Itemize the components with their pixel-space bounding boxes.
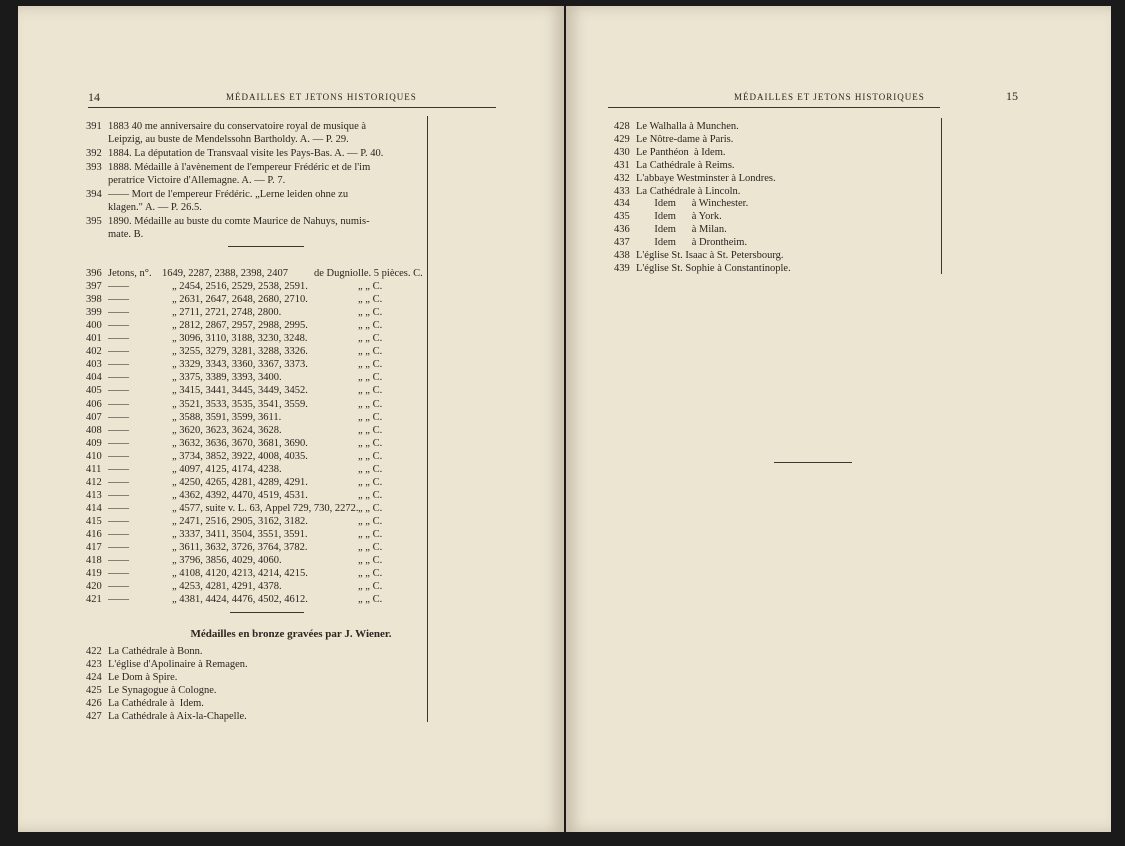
jeton-values: „ 3255, 3279, 3281, 3288, 3326.: [172, 346, 308, 358]
table-row: [18, 281, 564, 294]
jeton-suffix: „ „ C.: [358, 529, 383, 540]
jeton-values: „ 4577, suite v. L. 63, Appel 729, 730, 2272.: [172, 502, 359, 514]
table-row: [18, 542, 564, 555]
right-page: [566, 6, 1111, 832]
list-item-number: 435: [614, 211, 630, 223]
table-row: [18, 503, 564, 516]
entry-text: mate. B.: [108, 229, 144, 240]
jeton-suffix: „ „ C.: [358, 502, 383, 514]
list-item-number: 431: [614, 159, 630, 171]
list-item: Le Nôtre-dame à Paris.: [636, 133, 734, 145]
jeton-prefix: ——: [108, 476, 129, 488]
table-row: [18, 438, 564, 451]
list-item-number: 423: [86, 659, 102, 670]
entry-text: peratrice Victoire d'Allemagne. A. — P. 7.: [108, 175, 286, 186]
list-item: La Cathédrale à Idem.: [108, 698, 204, 709]
jeton-prefix: ——: [108, 502, 129, 514]
jeton-suffix: „ „ C.: [358, 463, 383, 475]
entry-text: 1890. Médaille au buste du comte Maurice de Nahuys, numis-: [108, 216, 370, 227]
jeton-number: 421: [86, 594, 102, 606]
table-row: [18, 372, 564, 385]
jeton-values: „ 2812, 2867, 2957, 2988, 2995.: [172, 320, 308, 332]
jeton-suffix: „ „ C.: [358, 346, 383, 358]
jeton-suffix: „ „ C.: [358, 489, 383, 501]
jeton-number: 402: [86, 346, 102, 358]
list-item-number: 430: [614, 146, 630, 158]
jeton-prefix: ——: [108, 581, 129, 593]
jeton-suffix: „ „ C.: [358, 281, 383, 293]
jeton-suffix: „ „ C.: [358, 568, 383, 580]
table-row: [18, 294, 564, 307]
jeton-values: „ 4250, 4265, 4281, 4289, 4291.: [172, 476, 308, 488]
running-head-left: MÉDAILLES ET JETONS HISTORIQUES: [226, 92, 417, 102]
table-row: [18, 451, 564, 464]
jeton-prefix: ——: [108, 594, 129, 606]
table-row: [18, 333, 564, 346]
jeton-values: „ 3375, 3389, 3393, 3400.: [172, 372, 282, 384]
list-item-number: 434: [614, 198, 630, 210]
jeton-number: 404: [86, 372, 102, 384]
table-row: [18, 594, 564, 607]
jeton-number: 411: [86, 463, 102, 475]
list-item: La Cathédrale à Reims.: [636, 159, 735, 171]
jeton-number: 408: [86, 424, 102, 436]
table-row: [18, 307, 564, 320]
jeton-prefix: ——: [108, 294, 129, 306]
jeton-prefix: ——: [108, 424, 129, 436]
jeton-suffix: „ „ C.: [358, 307, 383, 319]
jeton-number: 406: [86, 398, 102, 410]
jeton-values: „ 3588, 3591, 3599, 3611.: [172, 411, 282, 423]
table-row: [18, 425, 564, 438]
jeton-number: 396: [86, 268, 102, 279]
table-row: [18, 555, 564, 568]
jeton-values: „ 4253, 4281, 4291, 4378.: [172, 581, 282, 593]
page-number-left: 14: [88, 90, 100, 104]
jeton-prefix: ——: [108, 568, 129, 580]
jeton-suffix: „ „ C.: [358, 385, 383, 397]
jeton-values: „ 3329, 3343, 3360, 3367, 3373.: [172, 359, 308, 371]
jeton-prefix: ——: [108, 307, 129, 319]
jeton-suffix: „ „ C.: [358, 450, 383, 462]
jeton-suffix: „ „ C.: [358, 437, 383, 449]
table-row: [18, 399, 564, 412]
table-row: [18, 385, 564, 398]
jeton-suffix: „ „ C.: [358, 555, 383, 567]
table-row: [18, 346, 564, 359]
list-item: Idem à Winchester.: [636, 198, 749, 210]
separator-rule-3: [774, 462, 852, 463]
page-number-right: 15: [1006, 89, 1018, 103]
jeton-values: „ 3415, 3441, 3445, 3449, 3452.: [172, 385, 308, 397]
header-rule-left: [88, 107, 496, 108]
jeton-number: 410: [86, 450, 102, 462]
column-rule-right: [941, 118, 942, 274]
list-item-number: 422: [86, 646, 102, 657]
running-head-right: MÉDAILLES ET JETONS HISTORIQUES: [734, 92, 925, 102]
jeton-values: „ 4097, 4125, 4174, 4238.: [172, 463, 282, 475]
list-item-number: 429: [614, 133, 630, 145]
jeton-values: „ 2711, 2721, 2748, 2800.: [172, 307, 282, 319]
jeton-suffix: „ „ C.: [358, 372, 383, 384]
entry-text: Leipzig, au buste de Mendelssohn Bartholdy. A. — P. 29.: [108, 134, 349, 145]
bronze-heading: Médailles en bronze gravées par J. Wiener.: [190, 628, 392, 640]
jeton-values: „ 3620, 3623, 3624, 3628.: [172, 424, 282, 436]
entry-number: 391: [86, 121, 102, 132]
list-item-number: 433: [614, 185, 630, 197]
jeton-values: „ 3096, 3110, 3188, 3230, 3248.: [172, 333, 308, 345]
list-item: L'église St. Sophie à Constantinople.: [636, 262, 791, 274]
jeton-prefix: ——: [108, 489, 129, 501]
jeton-suffix: „ „ C.: [358, 424, 383, 436]
left-page: [18, 6, 564, 832]
jeton-values: „ 3337, 3411, 3504, 3551, 3591.: [172, 529, 308, 540]
jeton-prefix: ——: [108, 281, 129, 293]
table-row: [18, 516, 564, 529]
jeton-suffix: „ „ C.: [358, 359, 383, 371]
jeton-prefix: ——: [108, 385, 129, 397]
table-row: [18, 464, 564, 477]
jeton-prefix: ——: [108, 515, 129, 527]
table-row: [18, 529, 564, 542]
list-item: L'église St. Isaac à St. Petersbourg.: [636, 250, 784, 261]
header-rule-right: [608, 107, 940, 108]
entry-text: klagen." A. — P. 26.5.: [108, 202, 202, 213]
list-item: Le Walhalla à Munchen.: [636, 121, 739, 132]
list-item-number: 427: [86, 711, 102, 722]
jeton-number: 409: [86, 437, 102, 449]
list-item-number: 432: [614, 172, 630, 184]
jeton-suffix: „ „ C.: [358, 320, 383, 332]
jeton-values: „ 3521, 3533, 3535, 3541, 3559.: [172, 398, 308, 410]
entry-text: 1888. Médaille à l'avènement de l'empereur Frédéric et de l'im: [108, 162, 371, 173]
jeton-suffix: „ „ C.: [358, 411, 383, 423]
separator-rule-2: [230, 612, 304, 613]
table-row: [18, 268, 564, 281]
jeton-number: 405: [86, 385, 102, 397]
entry-text: 1883 40 me anniversaire du conservatoire royal de musique à: [108, 121, 367, 132]
list-item: L'église d'Apolinaire à Remagen.: [108, 659, 248, 670]
separator-rule-1: [228, 246, 304, 247]
entry-text: 1884. La députation de Transvaal visite les Pays-Bas. A. — P. 40.: [108, 148, 384, 159]
list-item-number: 425: [86, 685, 102, 696]
list-item: L'abbaye Westminster à Londres.: [636, 172, 776, 184]
jeton-number: 413: [86, 489, 102, 501]
jeton-suffix: „ „ C.: [358, 594, 383, 606]
jeton-prefix: ——: [108, 346, 129, 358]
jeton-values: „ 4362, 4392, 4470, 4519, 4531.: [172, 489, 308, 501]
jeton-suffix: „ „ C.: [358, 581, 383, 593]
jeton-suffix: „ „ C.: [358, 542, 383, 554]
jeton-suffix: „ „ C.: [358, 476, 383, 488]
list-item-number: 438: [614, 250, 630, 261]
jeton-values: 1649, 2287, 2388, 2398, 2407: [162, 268, 288, 279]
jeton-number: 407: [86, 411, 102, 423]
jeton-values: „ 2631, 2647, 2648, 2680, 2710.: [172, 294, 308, 306]
jeton-values: „ 2454, 2516, 2529, 2538, 2591.: [172, 281, 308, 293]
jeton-number: 414: [86, 502, 102, 514]
jeton-prefix: ——: [108, 372, 129, 384]
jeton-suffix: „ „ C.: [358, 398, 383, 410]
jeton-prefix: ——: [108, 463, 129, 475]
jeton-prefix: ——: [108, 542, 129, 554]
jeton-number: 419: [86, 568, 102, 580]
jeton-number: 418: [86, 555, 102, 567]
jeton-prefix: ——: [108, 333, 129, 345]
jeton-number: 412: [86, 476, 102, 488]
jeton-number: 416: [86, 529, 102, 540]
jeton-prefix: Jetons, n°.: [108, 268, 152, 279]
jeton-prefix: ——: [108, 359, 129, 371]
jeton-number: 400: [86, 320, 102, 332]
table-row: [18, 568, 564, 581]
jeton-prefix: ——: [108, 320, 129, 332]
list-item: Idem à Drontheim.: [636, 237, 748, 249]
jeton-suffix: „ „ C.: [358, 294, 383, 306]
list-item: La Cathédrale à Bonn.: [108, 646, 203, 657]
jeton-values: „ 3632, 3636, 3670, 3681, 3690.: [172, 437, 308, 449]
list-item: Idem à Milan.: [636, 224, 727, 236]
jeton-prefix: ——: [108, 411, 129, 423]
table-row: [18, 581, 564, 594]
list-item: Le Dom à Spire.: [108, 672, 178, 683]
jeton-prefix: ——: [108, 398, 129, 410]
jeton-values: „ 3611, 3632, 3726, 3764, 3782.: [172, 542, 308, 554]
table-row: [18, 477, 564, 490]
table-row: [18, 490, 564, 503]
list-item-number: 439: [614, 262, 630, 274]
entry-text: —— Mort de l'empereur Frédéric. „Lerne leiden ohne zu: [108, 189, 349, 200]
jeton-number: 397: [86, 281, 102, 293]
table-row: [18, 359, 564, 372]
jeton-number: 399: [86, 307, 102, 319]
jeton-suffix: „ „ C.: [358, 333, 383, 345]
table-row: [18, 320, 564, 333]
list-item-number: 436: [614, 224, 630, 236]
entry-number: 393: [86, 162, 102, 173]
list-item-number: 426: [86, 698, 102, 709]
jeton-number: 398: [86, 294, 102, 306]
jeton-suffix: de Dugniolle. 5 pièces. C.: [314, 268, 423, 279]
jeton-prefix: ——: [108, 555, 129, 567]
jeton-prefix: ——: [108, 437, 129, 449]
table-row: [18, 412, 564, 425]
list-item-number: 424: [86, 672, 102, 683]
entry-number: 394: [86, 189, 102, 200]
list-item: La Cathédrale à Aix-la-Chapelle.: [108, 711, 247, 722]
entry-number: 392: [86, 148, 102, 159]
jeton-number: 415: [86, 515, 102, 527]
jeton-values: „ 4108, 4120, 4213, 4214, 4215.: [172, 568, 308, 580]
jeton-values: „ 4381, 4424, 4476, 4502, 4612.: [172, 594, 308, 606]
list-item: Le Panthéon à Idem.: [636, 146, 726, 158]
jeton-number: 417: [86, 542, 102, 554]
list-item-number: 428: [614, 121, 630, 132]
jeton-number: 420: [86, 581, 102, 593]
list-item: Idem à York.: [636, 211, 722, 223]
jeton-values: „ 3796, 3856, 4029, 4060.: [172, 555, 282, 567]
jeton-number: 401: [86, 333, 102, 345]
list-item: La Cathédrale à Lincoln.: [636, 185, 741, 197]
jeton-prefix: ——: [108, 529, 129, 540]
jeton-suffix: „ „ C.: [358, 515, 383, 527]
jeton-number: 403: [86, 359, 102, 371]
entry-number: 395: [86, 216, 102, 227]
jeton-values: „ 3734, 3852, 3922, 4008, 4035.: [172, 450, 308, 462]
jeton-prefix: ——: [108, 450, 129, 462]
list-item-number: 437: [614, 237, 630, 249]
jeton-values: „ 2471, 2516, 2905, 3162, 3182.: [172, 515, 308, 527]
list-item: Le Synagogue à Cologne.: [108, 685, 217, 696]
